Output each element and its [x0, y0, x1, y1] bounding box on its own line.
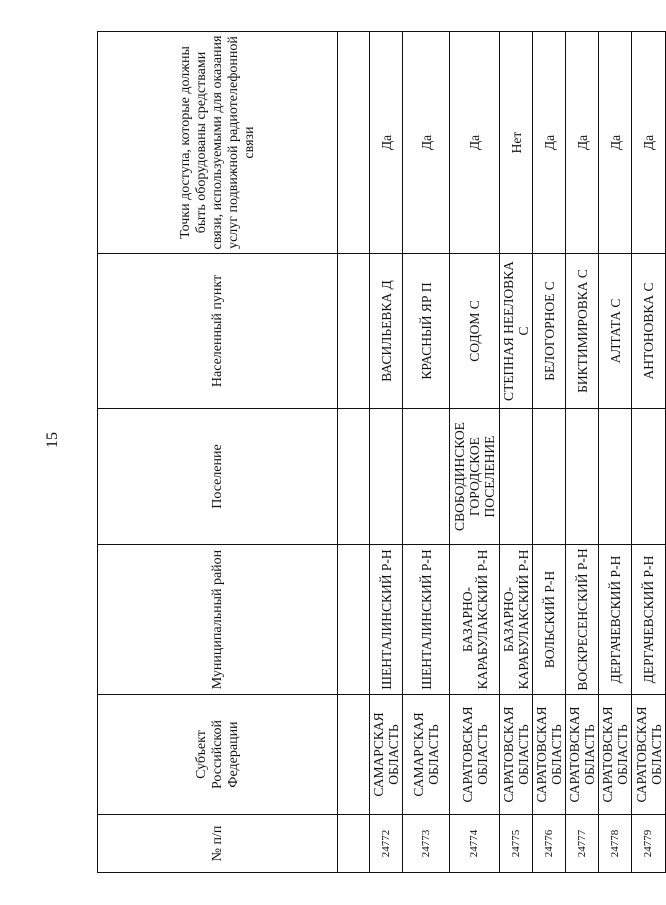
cell-access: Да [403, 32, 450, 254]
table-container [97, 32, 664, 873]
cell-access: Нет [500, 32, 533, 254]
page-number [43, 420, 63, 460]
page-number-text: 15 [44, 432, 61, 448]
table-row [500, 32, 533, 873]
table-row [632, 32, 666, 873]
cell-subject: САМАРСКАЯ ОБЛАСТЬ [403, 695, 450, 815]
cell-district: ВОЛЬСКИЙ Р-Н [533, 545, 566, 695]
cell-access: Да [599, 32, 632, 254]
cell-district: ВОСКРЕСЕНСКИЙ Р-Н [566, 545, 599, 695]
cell-subject: САРАТОВСКАЯ ОБЛАСТЬ [599, 695, 632, 815]
cell-num: 24774 [450, 815, 500, 873]
table-row [338, 32, 370, 873]
table-row [566, 32, 599, 873]
cell-num: 24776 [533, 815, 566, 873]
header-locality: Населенный пункт [98, 254, 338, 409]
cell-settlement [599, 409, 632, 545]
header-subject: Субъект Российской Федерации [98, 695, 338, 815]
cell-locality: БИКТИМИРОВКА С [566, 254, 599, 409]
header-access: Точки доступа, которые должны быть оборудованы средствами связи, используемыми для оказания услуг подвижной радиотелефонной связи [98, 32, 338, 254]
table-row [450, 32, 500, 873]
table-row [403, 32, 450, 873]
cell-subject: САМАРСКАЯ ОБЛАСТЬ [370, 695, 403, 815]
cell-num: 24773 [403, 815, 450, 873]
cell-subject [338, 695, 370, 815]
cell-settlement [632, 409, 666, 545]
cell-locality: АНТОНОВКА С [632, 254, 666, 409]
header-district: Муниципальный район [98, 545, 338, 695]
cell-district: БАЗАРНО-КАРАБУЛАКСКИЙ Р-Н [500, 545, 533, 695]
cell-num: 24772 [370, 815, 403, 873]
table-header-row [98, 32, 338, 873]
cell-locality: БЕЛОГОРНОЕ С [533, 254, 566, 409]
cell-district: ДЕРГАЧЕВСКИЙ Р-Н [599, 545, 632, 695]
cell-locality: СОДОМ С [450, 254, 500, 409]
cell-locality: АЛТАТА С [599, 254, 632, 409]
cell-access [338, 32, 370, 254]
cell-subject: САРАТОВСКАЯ ОБЛАСТЬ [500, 695, 533, 815]
cell-locality [338, 254, 370, 409]
cell-district: ШЕНТАЛИНСКИЙ Р-Н [370, 545, 403, 695]
cell-access: Да [632, 32, 666, 254]
cell-locality: КРАСНЫЙ ЯР П [403, 254, 450, 409]
cell-district: ШЕНТАЛИНСКИЙ Р-Н [403, 545, 450, 695]
cell-num [338, 815, 370, 873]
rotated-table-frame [97, 32, 664, 873]
cell-district [338, 545, 370, 695]
table-row [533, 32, 566, 873]
cell-num: 24779 [632, 815, 666, 873]
cell-settlement [500, 409, 533, 545]
cell-district: ДЕРГАЧЕВСКИЙ Р-Н [632, 545, 666, 695]
cell-district: БАЗАРНО-КАРАБУЛАКСКИЙ Р-Н [450, 545, 500, 695]
cell-access: Да [450, 32, 500, 254]
cell-num: 24775 [500, 815, 533, 873]
header-settlement: Поселение [98, 409, 338, 545]
table-row [599, 32, 632, 873]
cell-settlement [533, 409, 566, 545]
cell-subject: САРАТОВСКАЯ ОБЛАСТЬ [632, 695, 666, 815]
cell-access: Да [566, 32, 599, 254]
cell-settlement [370, 409, 403, 545]
cell-locality: ВАСИЛЬЕВКА Д [370, 254, 403, 409]
cell-settlement [566, 409, 599, 545]
cell-settlement: СВОБОДИНСКОЕ ГОРОДСКОЕ ПОСЕЛЕНИЕ [450, 409, 500, 545]
cell-subject: САРАТОВСКАЯ ОБЛАСТЬ [533, 695, 566, 815]
cell-access: Да [370, 32, 403, 254]
cell-locality: СТЕПНАЯ НЕЕЛОВКА С [500, 254, 533, 409]
cell-subject: САРАТОВСКАЯ ОБЛАСТЬ [450, 695, 500, 815]
header-num: № п/п [98, 815, 338, 873]
cell-access: Да [533, 32, 566, 254]
registry-table [97, 31, 666, 873]
cell-settlement [403, 409, 450, 545]
cell-settlement [338, 409, 370, 545]
table-row [370, 32, 403, 873]
cell-num: 24777 [566, 815, 599, 873]
cell-num: 24778 [599, 815, 632, 873]
cell-subject: САРАТОВСКАЯ ОБЛАСТЬ [566, 695, 599, 815]
